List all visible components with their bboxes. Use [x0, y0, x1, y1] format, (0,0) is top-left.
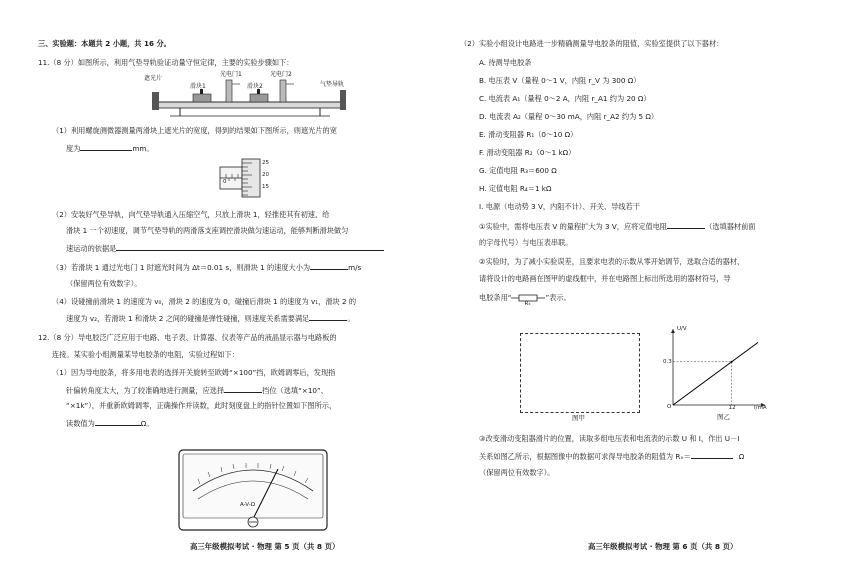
label-gate-1: 光电门1 [220, 71, 242, 78]
step1-line1 [479, 221, 755, 231]
q11-part1-unit: mm。 [132, 144, 154, 153]
label-shading-plate: 遮光片 [144, 75, 163, 82]
q12-part1-line4 [66, 418, 153, 428]
label-slider-1: 滑块1 [190, 83, 206, 90]
step3-unit: Ω [738, 452, 745, 461]
y-axis-arrow [671, 329, 675, 333]
air-track-figure [144, 71, 350, 118]
step1-prefix: ①实验中，需将电压表 V 的量程扩大为 3 V，应将定值电阻 [479, 222, 668, 231]
equipment-item-h: H. 定值电阻 R₄＝1 kΩ [479, 184, 552, 193]
answer-blank-width[interactable] [80, 143, 132, 151]
q11-part3-prefix: （3）若滑块 1 通过光电门 1 时遮光时间为 Δt＝0.01 s，则滑块 1 的速度大小为 [52, 263, 311, 272]
resistor-symbol-icon [511, 294, 545, 307]
footer-page-6: 高三年级模拟考试 · 物理 第 6 页（共 8 页） [588, 542, 738, 551]
multimeter-dial-figure [178, 449, 328, 531]
q11-part2-prefix: 速运动的依据是 [66, 244, 117, 253]
step1-line2: 的字母代号）与电压表串联。 [479, 238, 573, 247]
label-air-track: 气垫导轨 [320, 81, 345, 88]
step3-line2 [479, 451, 744, 461]
q12-intro-line1: 12.（8 分）导电胶泛广泛应用于电路、电子表、计算器、仪表等产品的液晶显示器与电路板的 [38, 333, 337, 342]
graph-y-axis-label: U/V [677, 326, 687, 332]
step2-symbol-prefix: 电胶条用“ [479, 293, 512, 302]
step3-prefix: 关系如图乙所示，根据图像中的数据可求得导电胶条的阻值为 Rₓ＝ [479, 452, 691, 461]
step2-symbol-suffix: ”表示。 [545, 293, 571, 302]
micrometer-tick-25: 25 [262, 160, 269, 166]
answer-blank-range[interactable] [224, 385, 262, 393]
label-gate-2: 光电门2 [270, 71, 292, 78]
q11-part2-line1: （2）安装好气垫导轨，向气垫导轨通入压缩空气，只放上滑块 1，轻推使其有初速，给 [52, 210, 330, 219]
fig-yi-caption: 图乙 [717, 413, 730, 421]
equipment-item-d: D. 电流表 A₂（量程 0～30 mA，内阻 r_A2 约为 5 Ω） [479, 112, 659, 121]
q12-part1-line2 [66, 385, 328, 395]
step2-line1: ②实验时，为了减小实验误差，且要求电表的示数从零开始调节，选取合适的器材， [479, 257, 745, 266]
q12-part1-line1: （1）因为导电胶条，将多用电表的选择开关旋转至欧姆“×100”挡，欧姆调零后，发现指 [52, 368, 336, 377]
q11-part3-line1 [52, 262, 361, 272]
q11-part1-prefix: 度为 [66, 144, 81, 153]
answer-blank-speed[interactable] [310, 262, 348, 270]
answer-blank-resistance[interactable] [691, 451, 733, 459]
q11-part4-prefix: 速度为 v₂，若滑块 1 和滑块 2 之间的碰撞是弹性碰撞，则速度关系需要满足 [66, 314, 310, 323]
ui-graph [659, 325, 769, 421]
q11-part2-line2: 滑块 1 一个初速度，调节气垫导轨的两滑落支座调控滑块做匀速运动，能够判断滑块做匀 [66, 226, 349, 235]
resistor-symbol-label: Rₓ [524, 301, 531, 307]
q11-part4-line2 [66, 313, 355, 323]
q11-part3-unit: m/s [348, 263, 362, 272]
equipment-item-g: G. 定值电阻 R₃＝600 Ω [479, 166, 557, 175]
step3-line1: ③改变滑动变阻器滑片的位置，读取多组电压表和电流表的示数 U 和 I，作出 U－I [479, 434, 740, 443]
graph-x-axis-label: I/mA [754, 405, 767, 411]
q12-part1-unit: Ω。 [140, 419, 154, 428]
fig-jia-caption: 图甲 [572, 414, 585, 422]
step2-line3 [479, 293, 571, 307]
answer-blank-resistor[interactable] [667, 221, 705, 229]
graph-y-tick: 0.3 [663, 358, 672, 365]
label-slider-2: 滑块2 [247, 83, 263, 90]
equipment-item-b: B. 电压表 V（量程 0～1 V，内阻 r_V 为 300 Ω） [479, 76, 641, 85]
q12-part1-reading-prefix: 读数值为 [66, 419, 95, 428]
step1-choice: （选填器材前面 [705, 222, 756, 231]
circuit-drawing-area[interactable] [520, 333, 640, 413]
step3-line3: （保留两位有效数字）。 [479, 468, 555, 477]
micrometer-tick-20: 20 [262, 172, 269, 178]
equipment-item-f: F. 滑动变阻器 R₂（0～1 kΩ） [479, 148, 576, 157]
q11-part4-line1: （4）设碰撞前滑块 1 的速度为 v₀，滑块 2 的速度为 0，碰撞后滑块 1 的速度为 v₁，滑块 2 的 [52, 297, 357, 306]
section-heading: 三、实验题：本题共 2 小题，共 16 分。 [38, 39, 171, 48]
answer-blank-reading[interactable] [95, 418, 141, 426]
equipment-item-a: A. 待测导电胶条 [479, 58, 532, 67]
graph-x-tick: 12 [728, 405, 736, 411]
marked-point [731, 361, 733, 363]
q11-part1-line2 [66, 143, 154, 153]
q11-part3-line2: （保留两位有效数字）。 [66, 279, 142, 288]
q11-part4-end: 。 [347, 314, 355, 323]
series-line [673, 342, 758, 405]
answer-blank-uniform-motion[interactable] [116, 243, 384, 251]
page-5 [0, 0, 433, 577]
equipment-item-i: I. 电源（电动势 3 V，内阻不计）、开关、导线若干 [479, 202, 640, 211]
step2-line2: 请将设计的电路画在图甲的虚线框中，并在电路图上标出所选用的器材符号，导 [479, 274, 731, 283]
footer-page-5: 高三年级模拟考试 · 物理 第 5 页（共 8 页） [190, 542, 340, 551]
q12-part1-prefix: 针偏转角度太大，为了较准确地进行测量，应选择 [66, 386, 225, 395]
q12-part1-choice: 挡位（选填“×10”、 [262, 386, 328, 395]
micrometer-tick-15: 15 [262, 184, 269, 190]
q12-intro-line2: 连接。某实验小组测量某导电胶条的电阻，实验过程如下： [52, 350, 239, 359]
q11-part2-line3 [66, 243, 384, 253]
equipment-item-c: C. 电流表 A₁（量程 0～2 A，内阻 r_A1 约为 20 Ω） [479, 94, 651, 103]
q11-part1-line1: （1）利用螺旋测微器测量两滑块上遮光片的宽度，得到的结果如下图所示，则遮光片的宽 [52, 126, 337, 135]
q12-part2-line1: （2）实验小组设计电路进一步精确测量导电胶条的阻值，实验室提供了以下器材： [460, 39, 724, 48]
micrometer-figure [218, 157, 280, 199]
q12-part1-line3: “×1k”），并重新欧姆调零，正确操作并读数，此时刻度盘上的指针位置如下图所示， [66, 401, 337, 410]
graph-origin: O [667, 404, 672, 410]
micrometer-base-0: 0 [223, 179, 227, 185]
meter-model-label: A-V-Ω [240, 502, 255, 508]
answer-blank-collision[interactable] [309, 313, 347, 321]
page-6 [434, 0, 867, 577]
equipment-item-e: E. 滑动变阻器 R₁（0～10 Ω） [479, 130, 578, 139]
q11-intro: 11.（8 分）如图所示，利用气垫导轨验证动量守恒定律，主要的实验步骤如下： [38, 58, 294, 67]
